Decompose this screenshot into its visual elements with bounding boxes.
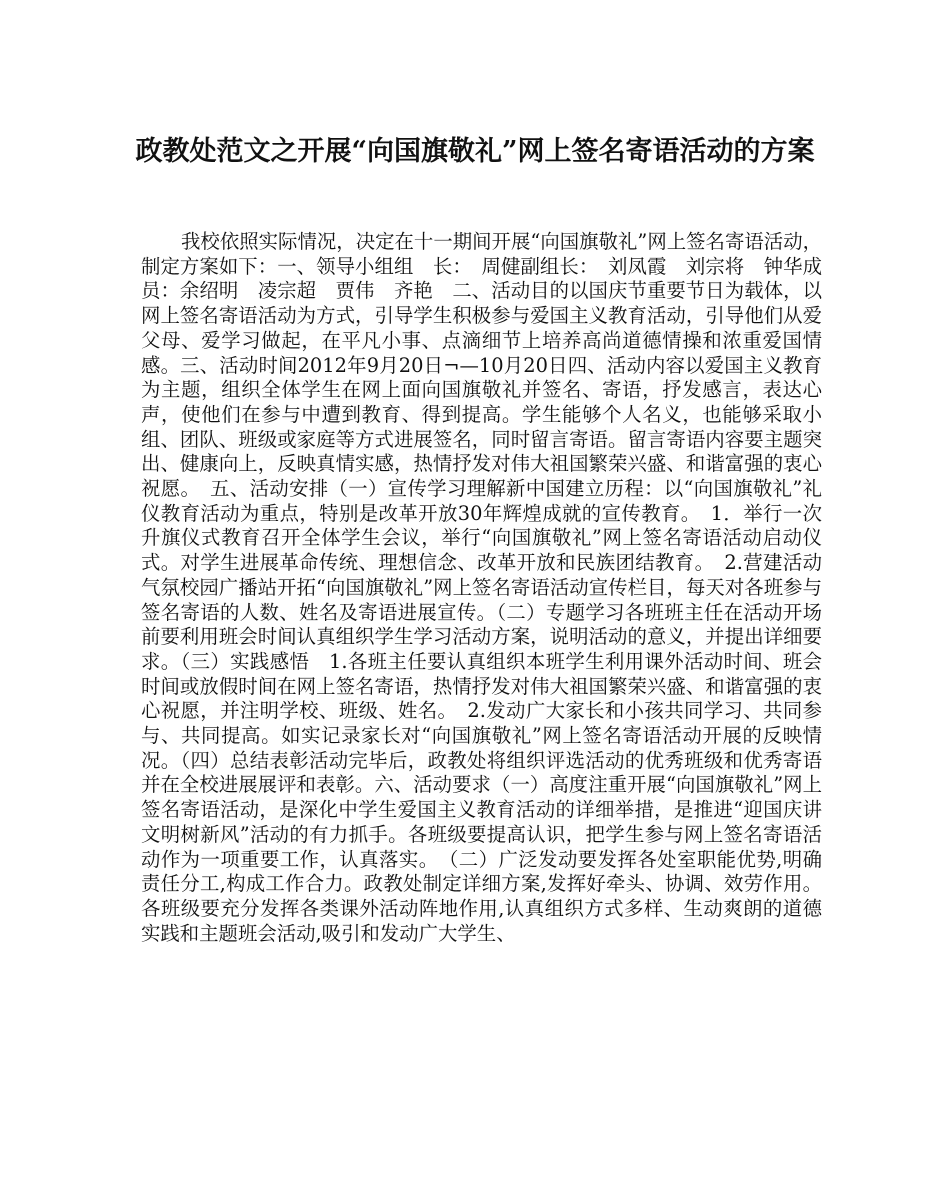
document-body: 我校依照实际情况，决定在十一期间开展“向国旗敬礼”网上签名寄语活动，制定方案如下：一、领导小组组 长： 周健副组长： 刘凤霞 刘宗将 钟华成 员：余绍明 凌宗超 贾伟 齐艳 二、活动目的以国庆节重要节日为载体，以网上签名寄语活动为方式，引导学生积极参与爱国主义教育活动，引导他们从爱父母、爱学习做起，在平凡小事、点滴细节上培养高尚道德情操和浓重爱国情感。三、活动时间2012年9月20日¬—10月20日四、活动内容以爱国主义教育为主题，组织全体学生在网上面向国旗敬礼并签名、寄语，抒发感言，表达心声，使他们在参与中遭到教育、得到提高。学生能够个人名义，也能够采取小组、团队、班级或家庭等方式进展签名，同时留言寄语。留言寄语内容要主题突出、健康向上，反映真情实感，热情抒发对伟大祖国繁荣兴盛、和谐富强的衷心祝愿。 五、活动安排（一）宣传学习理解新中国建立历程：以“向国旗敬礼”礼仪教育活动为重点，特别是改革开放30年辉煌成就的宣传教育。 1．举行一次升旗仪式教育召开全体学生会议，举行“向国旗敬礼”网上签名寄语活动启动仪式。对学生进展革命传统、理想信念、改革开放和民族团结教育。 2.营建活动气氛校园广播站开拓“向国旗敬礼”网上签名寄语活动宣传栏目，每天对各班参与签名寄语的人数、姓名及寄语进展宣传。（二）专题学习各班班主任在活动开场前要利用班会时间认真组织学生学习活动方案，说明活动的意义，并提出详细要求。（三）实践感悟 1.各班主任要认真组织本班学生利用课外活动时间、班会时间或放假时间在网上签名寄语，热情抒发对伟大祖国繁荣兴盛、和谐富强的衷心祝愿，并注明学校、班级、姓名。 2.发动广大家长和小孩共同学习、共同参与、共同提高。如实记录家长对“向国旗敬礼”网上签名寄语活动开展的反映情况。（四）总结表彰活动完毕后，政教处将组织评选活动的优秀班级和优秀寄语并在全校进展展评和表彰。六、活动要求（一）高度注重开展“向国旗敬礼”网上签名寄语活动，是深化中学生爱国主义教育活动的详细举措，是推进“迎国庆讲文明树新风”活动的有力抓手。各班级要提高认识，把学生参与网上签名寄语活动作为一项重要工作，认真落实。 （二）广泛发动要发挥各处室职能优势,明确责任分工,构成工作合力。政教处制定详细方案,发挥好牵头、协调、效劳作用。各班级要充分发挥各类课外活动阵地作用,认真组织方式多样、生动爽朗的道德实践和主题班会活动,吸引和发动广大学生、 <box>141 230 842 945</box>
document-title: 政教处范文之开展“向国旗敬礼”网上签名寄语活动的方案 <box>135 136 815 167</box>
